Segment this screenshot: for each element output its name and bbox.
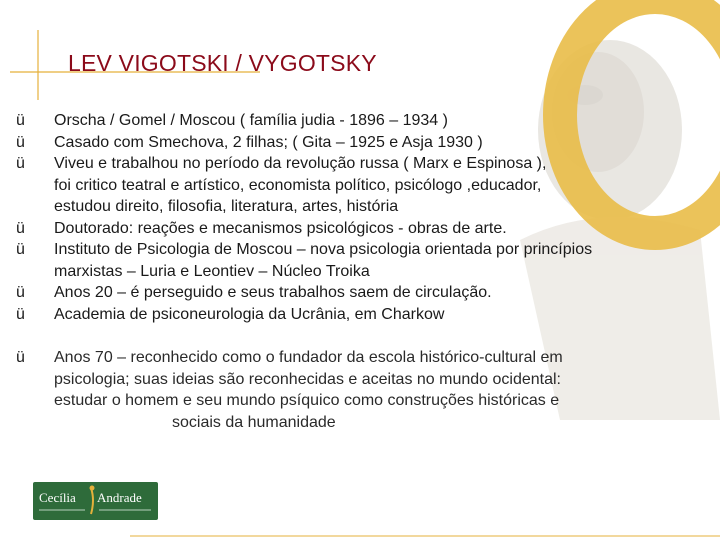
bullet-line: Viveu e trabalhou no período da revolução russa ( Marx e Espinosa ), <box>54 155 547 172</box>
bullet-line: Instituto de Psicologia de Moscou – nova psicologia orientada por princípios <box>54 241 593 258</box>
bullet-line: Anos 70 – reconhecido como o fundador da escola histórico-cultural em <box>54 349 563 366</box>
bullet-list <box>16 110 656 433</box>
checkmark-icon: ü <box>16 112 25 129</box>
slide-title: LEV VIGOTSKI / VYGOTSKY <box>68 50 377 76</box>
bullet-line: Anos 20 – é perseguido e seus trabalhos saem de circulação. <box>54 284 492 301</box>
svg-text:Cecília: Cecília <box>39 490 76 505</box>
list-item <box>16 110 656 132</box>
bullet-line: foi critico teatral e artístico, economista político, psicólogo ,educador, <box>54 176 542 194</box>
checkmark-icon: ü <box>16 349 25 366</box>
list-item <box>16 304 656 326</box>
list-item <box>16 153 656 218</box>
bullet-line: estudar o homem e seu mundo psíquico como construções históricas e <box>54 392 560 409</box>
bullet-line: Casado com Smechova, 2 filhas; ( Gita – 1925 e Asja 1930 ) <box>54 133 483 151</box>
list-item <box>16 282 656 304</box>
checkmark-icon: ü <box>16 284 25 301</box>
svg-text:Andrade: Andrade <box>97 490 142 505</box>
bullet-line: Academia de psiconeurologia da Ucrânia, em Charkow <box>54 305 445 323</box>
bullet-line: marxistas – Luria e Leontiev – Núcleo Troika <box>54 262 370 280</box>
bullet-line: Doutorado: reações e mecanismos psicológicos - obras de arte. <box>54 219 507 237</box>
list-item <box>16 239 656 282</box>
checkmark-icon: ü <box>16 241 25 258</box>
cecilia-andrade-logo <box>33 482 158 520</box>
bullet-line: estudou direito, filosofia, literatura, artes, história <box>54 198 399 215</box>
checkmark-icon: ü <box>16 155 25 172</box>
checkmark-icon: ü <box>16 219 25 237</box>
bullet-line: psicologia; suas ideias são reconhecidas e aceitas no mundo ocidental: <box>54 370 561 388</box>
checkmark-icon: ü <box>16 305 25 323</box>
list-item <box>16 132 656 154</box>
list-item <box>16 347 656 433</box>
list-item <box>16 218 656 240</box>
bullet-line: Orscha / Gomel / Moscou ( família judia - 1896 – 1934 ) <box>54 112 448 129</box>
checkmark-icon: ü <box>16 133 25 151</box>
bullet-line: sociais da humanidade <box>172 413 336 431</box>
